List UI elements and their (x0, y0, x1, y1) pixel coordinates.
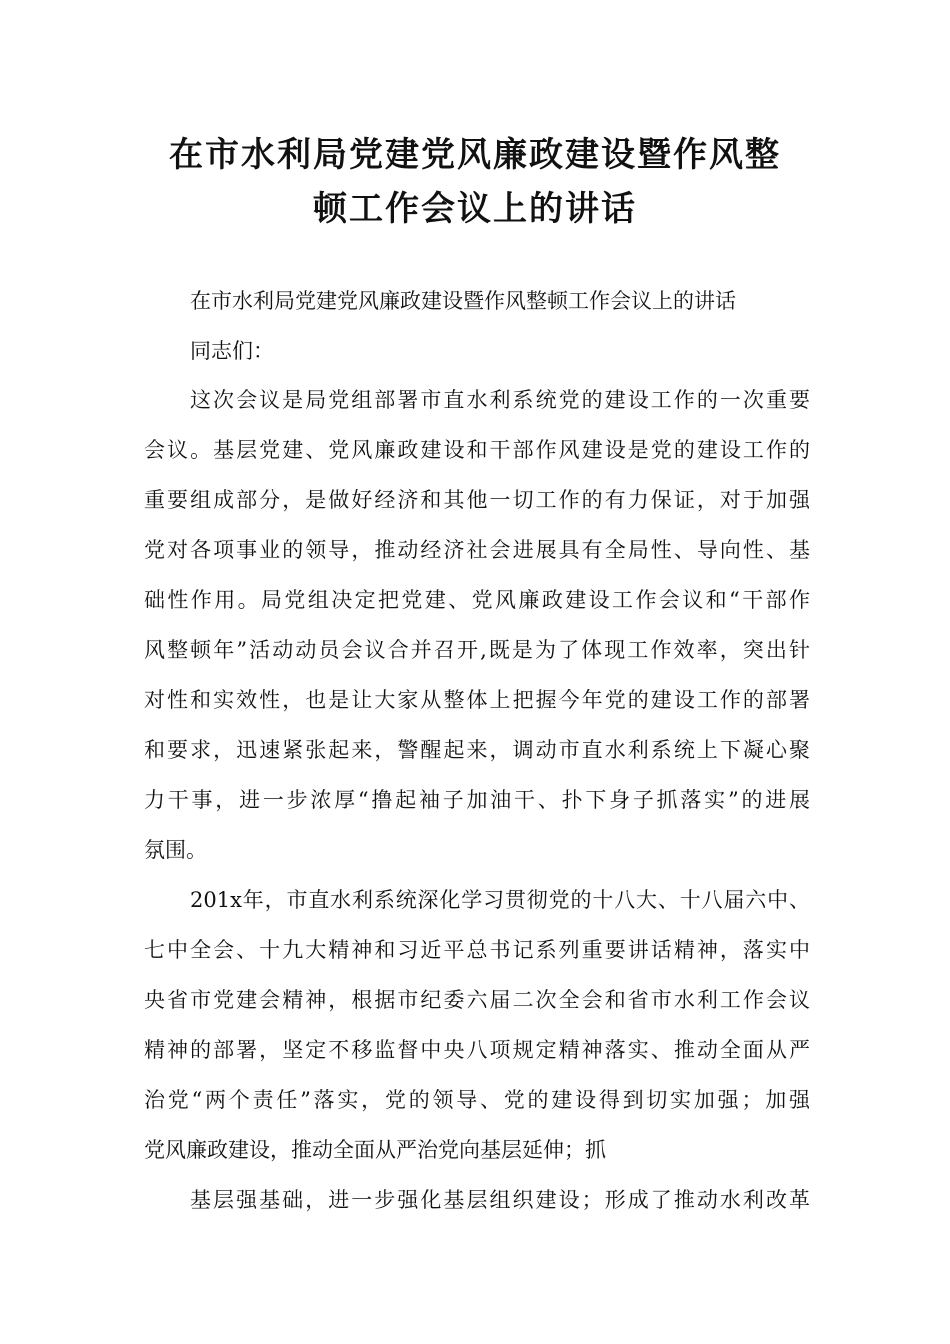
paragraph-1-line-4: 党对各项事业的领导，推动经济社会进展具有全局性、导向性、基 (144, 538, 810, 562)
paragraph-2-line-4: 精神的部署，坚定不移监督中央八项规定精神落实、推动全面从严 (144, 1038, 810, 1062)
paragraph-1-line-10: 氛围。 (144, 838, 207, 862)
paragraph-3-line-1: 基层强基础，进一步强化基层组织建设；形成了推动水利改革 (190, 1188, 810, 1212)
paragraph-1-line-5: 础性作用。局党组决定把党建、党风廉政建设工作会议和“干部作 (144, 588, 810, 612)
paragraph-2-line-1: 201x年，市直水利系统深化学习贯彻党的十八大、十八届六中、 (190, 888, 810, 912)
salutation-line: 同志们： (190, 339, 274, 363)
paragraph-2-line-3: 央省市党建会精神，根据市纪委六届二次全会和省市水利工作会议 (144, 988, 810, 1012)
paragraph-1-line-3: 重要组成部分，是做好经济和其他一切工作的有力保证，对于加强 (144, 488, 810, 512)
paragraph-1-line-2: 会议。基层党建、党风廉政建设和干部作风建设是党的建设工作的 (144, 438, 810, 462)
document-title-line-2: 顿工作会议上的讲话 (313, 189, 637, 229)
paragraph-1-line-9: 力干事，进一步浓厚“撸起袖子加油干、扑下身子抓落实”的进展 (144, 788, 810, 812)
paragraph-1-line-8: 和要求，迅速紧张起来，警醒起来，调动市直水利系统上下凝心聚 (144, 738, 810, 762)
paragraph-1-line-6: 风整顿年”活动动员会议合并召开,既是为了体现工作效率，突出针 (144, 638, 810, 662)
paragraph-2-line-2: 七中全会、十九大精神和习近平总书记系列重要讲话精神，落实中 (144, 938, 810, 962)
paragraph-2-line-5: 治党“两个责任”落实，党的领导、党的建设得到切实加强；加强 (144, 1088, 810, 1112)
paragraph-1-line-7: 对性和实效性，也是让大家从整体上把握今年党的建设工作的部署 (144, 688, 810, 712)
paragraph-2-line-6: 党风廉政建设，推动全面从严治党向基层延伸；抓 (144, 1138, 606, 1162)
paragraph-1-line-1: 这次会议是局党组部署市直水利系统党的建设工作的一次重要 (190, 388, 810, 412)
document-title-line-1: 在市水利局党建党风廉政建设暨作风整 (169, 135, 781, 175)
subtitle-line: 在市水利局党建党风廉政建设暨作风整顿工作会议上的讲话 (190, 289, 736, 313)
